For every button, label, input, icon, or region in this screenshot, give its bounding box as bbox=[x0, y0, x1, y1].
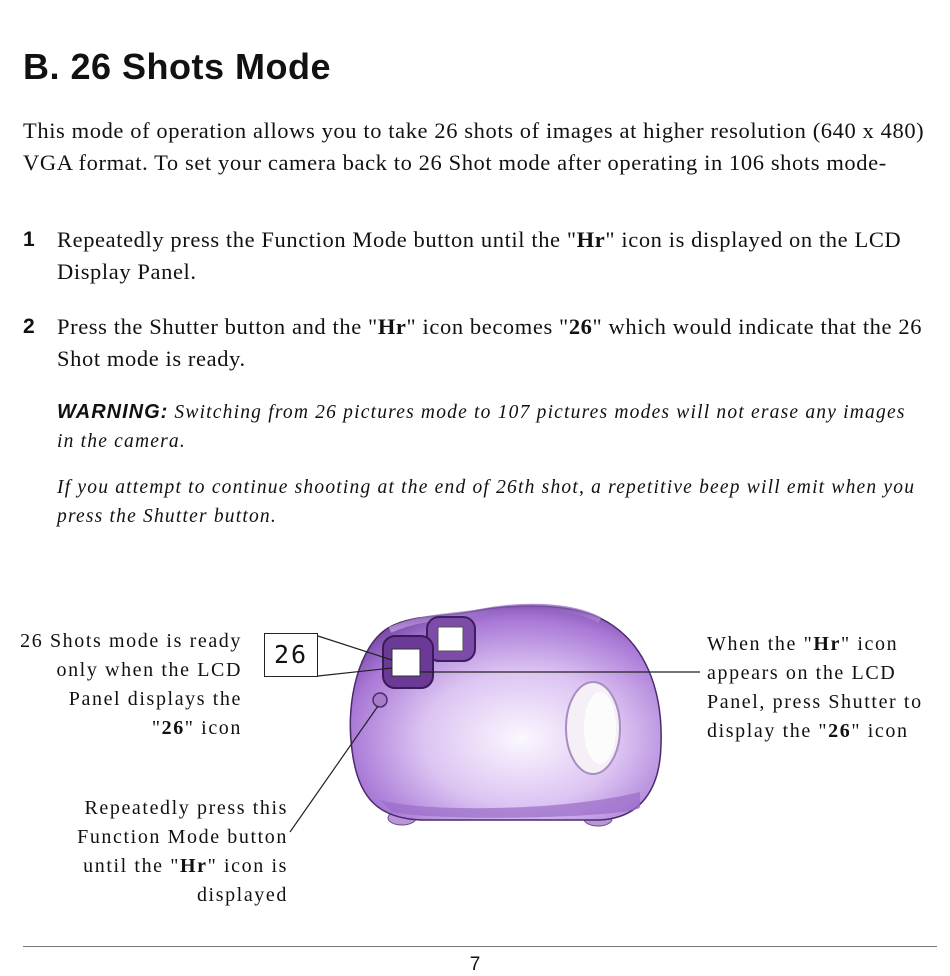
beep-note: If you attempt to continue shooting at the end of 26th shot, a repetitive beep will emit when you press the Shutter button. bbox=[57, 477, 916, 527]
step-text: Repeatedly press the Function Mode button until the "Hr" icon is displayed on the LCD Display Panel. bbox=[57, 227, 902, 284]
function-mode-button-icon bbox=[373, 693, 387, 707]
step-number: 1 bbox=[23, 228, 36, 251]
footer-rule bbox=[23, 946, 937, 947]
intro-paragraph: This mode of operation allows you to take 26 shots of images at higher resolution (640 x 480) VGA format. To set your camera back to 26 Shot mode after operating in 106 shots mode- bbox=[23, 118, 925, 175]
step-text: Press the Shutter button and the "Hr" icon becomes "26" which would indicate that the 26 Shot mode is ready. bbox=[57, 314, 923, 371]
callout-function-button: Repeatedly press this Function Mode button until the "Hr" icon is displayed bbox=[77, 797, 288, 906]
step-number: 2 bbox=[23, 315, 36, 338]
warning-label: WARNING: bbox=[57, 401, 169, 423]
callout-shutter: When the "Hr" icon appears on the LCD Panel, press Shutter to display the "26" icon bbox=[707, 633, 923, 742]
camera-illustration bbox=[350, 606, 661, 826]
page-number: 7 bbox=[469, 954, 481, 975]
warning-text: Switching from 26 pictures mode to 107 pictures modes will not erase any images in the camera. bbox=[57, 402, 906, 452]
callout-lcd: 26 Shots mode is ready only when the LCD Panel displays the "26" icon bbox=[20, 630, 242, 739]
section-heading: B. 26 Shots Mode bbox=[23, 46, 332, 87]
lcd-display-26: 26 bbox=[264, 633, 318, 677]
